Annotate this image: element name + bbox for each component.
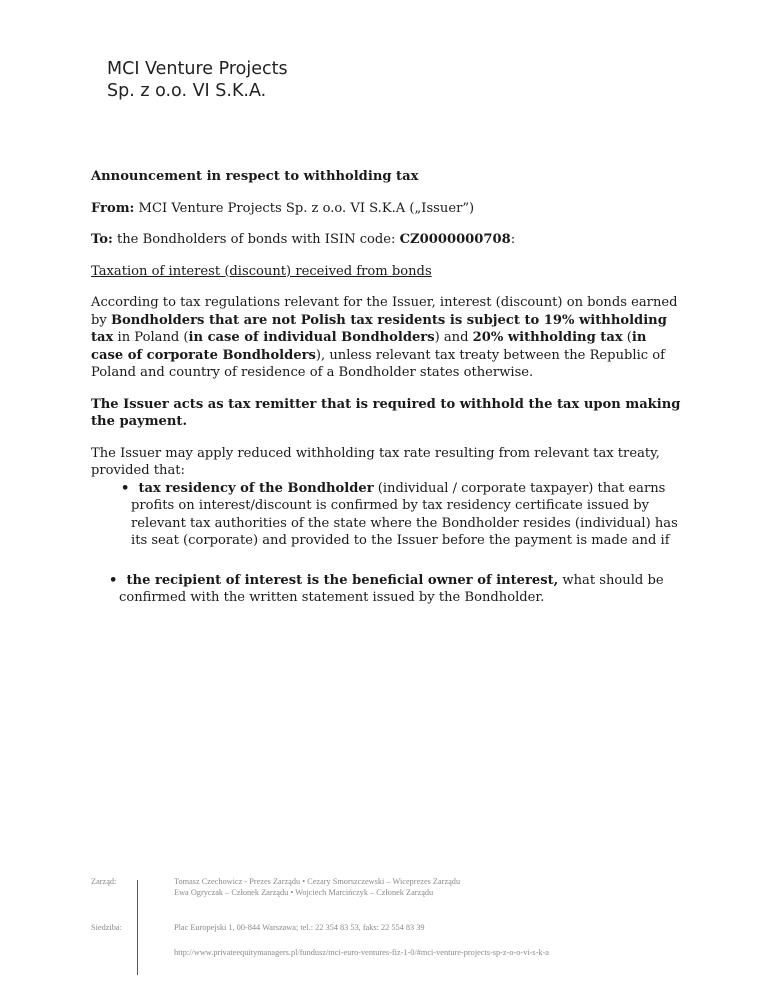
paragraph-reduced-rate: The Issuer may apply reduced withholding tax rate resulting from relevant tax treaty, provided that: (91, 445, 660, 478)
to-line: To: the Bondholders of bonds with ISIN code: CZ0000000708: (91, 232, 516, 247)
from-text: MCI Venture Projects Sp. z o.o. VI S.K.A („Issuer”) (134, 200, 475, 216)
bullet-item-beneficial-owner: • the recipient of interest is the beneficial owner of interest, what should be confirmed with the written statement issued by the Bondholder. (109, 572, 664, 605)
bullet-icon: • (121, 480, 139, 496)
document-body (91, 168, 681, 607)
to-text: the Bondholders of bonds with ISIN code: (112, 232, 400, 247)
logo-line-2: Sp. z o.o. VI S.K.A. (107, 81, 267, 101)
document-title: Announcement in respect to withholding tax (91, 169, 419, 184)
footer-board-line-1: Tomasz Czechowicz - Prezes Zarządu • Cezary Smorszczewski – Wiceprezes Zarządu (174, 877, 461, 886)
footer-board-line-2: Ewa Ogryczak – Członek Zarządu • Wojciech Marcińczyk – Członek Zarządu (174, 888, 434, 897)
footer-board-label: Zarząd: (91, 877, 117, 886)
isin-code: CZ0000000708 (399, 232, 511, 247)
from-label: From: (91, 200, 135, 216)
logo-line-1: MCI Venture Projects (107, 59, 288, 79)
from-line (91, 200, 681, 218)
company-logo (107, 58, 288, 102)
page-footer (91, 872, 691, 982)
footer-url-link[interactable]: http://www.privateequitymanagers.pl/fundusz/mci-euro-ventures-fiz-1-0/#mci-venture-projects-sp-z-o-o-vi-s-k-a (174, 948, 549, 957)
paragraph-tax-remitter: The Issuer acts as tax remitter that is required to withhold the tax upon making the payment. (91, 396, 681, 429)
to-label: To: (91, 232, 113, 247)
paragraph-tax-rates: According to tax regulations relevant for the Issuer, interest (discount) on bonds earned by Bondholders that are not Polish tax residents is subject to 19% withholding tax in Poland (in case of individual Bondholders) and 20% withholding tax (in case of corporate Bondholders), unless relevant tax treaty between the Republic of Poland and country of residence of a Bondholder states otherwise. (91, 295, 678, 380)
footer-seat-label: Siedziba: (91, 923, 122, 932)
section-heading: Taxation of interest (discount) received from bonds (91, 263, 432, 279)
bullet-item-tax-residency: • tax residency of the Bondholder (individual / corporate taxpayer) that earns profits on interest/discount is confirmed by tax residency certificate issued by relevant tax authorities of the state where the Bondholder resides (individual) has its seat (corporate) and provided to the Issuer before the payment is made and if (121, 480, 678, 548)
bullet-icon: • (109, 572, 127, 588)
footer-seat-address: Plac Europejski 1, 00-844 Warszawa; tel.: 22 354 83 53, faks: 22 554 83 39 (174, 923, 425, 932)
